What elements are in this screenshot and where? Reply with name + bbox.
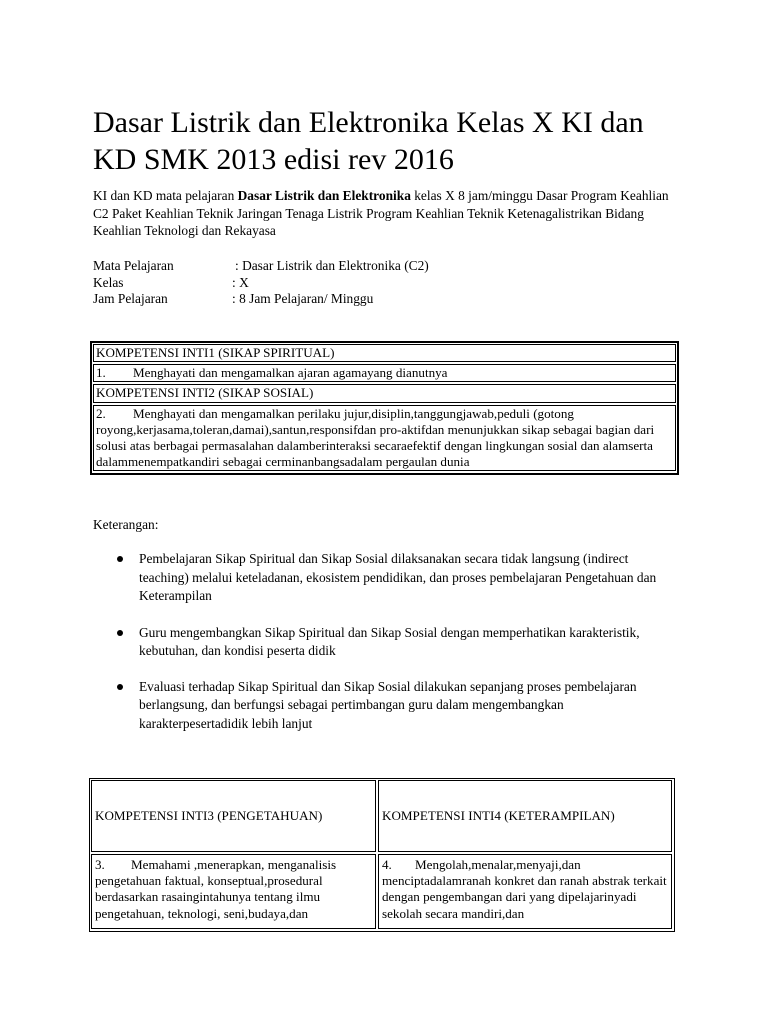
list-item [116, 550, 676, 606]
ki1-text: Menghayati dan mengamalkan ajaran agamayang dianutnya [133, 365, 448, 381]
intro-paragraph [93, 187, 683, 240]
meta-key: Mata Pelajaran [93, 258, 174, 273]
meta-row-jam-pelajaran [93, 291, 543, 308]
meta-key: Jam Pelajaran [93, 291, 168, 306]
ki4-body-cell [378, 854, 672, 929]
list-item-text: Pembelajaran Sikap Spiritual dan Sikap Sosial dilaksanakan secara tidak langsung (indirect teaching) melalui keteladanan, ekosistem pendidikan, dan proses pembelajaran Pengetahuan dan Keterampilan [139, 551, 657, 603]
ki3-header-cell [91, 780, 376, 852]
ki-spiritual-sosial-table [90, 341, 679, 475]
ki2-body-cell [93, 405, 676, 472]
keterangan-list [116, 550, 676, 733]
ki1-header-cell: KOMPETENSI INTI1 (SIKAP SPIRITUAL) [93, 344, 676, 362]
ki3-number: 3. [95, 857, 105, 872]
ki4-text: Mengolah,menalar,menyaji,dan menciptadalamranah konkret dan ranah abstrak terkait dengan pengembangan dari yang dipelajarinyadi sekolah secara mandiri,dan [382, 857, 667, 921]
ki4-header-cell [378, 780, 672, 852]
ki1-body-cell [93, 364, 676, 382]
list-item [116, 678, 676, 734]
bullet-icon [117, 684, 123, 690]
list-item-text: Guru mengembangkan Sikap Spiritual dan Sikap Sosial dengan memperhatikan karakteristik, kebutuhan, dan kondisi peserta didik [139, 624, 640, 658]
ki2-header-cell: KOMPETENSI INTI2 (SIKAP SOSIAL) [93, 384, 676, 402]
meta-key: Kelas [93, 274, 124, 290]
ki3-text: Memahami ,menerapkan, menganalisis pengetahuan faktual, konseptual,prosedural berdasarkan rasaingintahunya tentang ilmu pengetahuan, teknologi, seni,budaya,dan [95, 857, 337, 921]
ki4-number: 4. [382, 857, 392, 872]
keterangan-label: Keterangan: [93, 517, 159, 532]
intro-prefix: KI dan KD mata pelajaran [93, 188, 238, 203]
meta-value: : 8 Jam Pelajaran/ Minggu [232, 291, 374, 306]
ki2-number: 2. [96, 405, 106, 421]
ki2-text: Menghayati dan mengamalkan perilaku jujur,disiplin,tanggungjawab,peduli (gotong royong,kerjasama,toleran,damai),santun,responsifdan pro-aktifdan menunjukkan sikap sebagai bagian dari solusi atas berbagai permasalahan dalamberinteraksi secaraefektif dengan lingkungan sosial dan alamserta dalammenempatkandiri sebagai cerminanbangsadalam pergaulan dunia [96, 405, 655, 470]
ki-pengetahuan-keterampilan-table [89, 778, 675, 932]
meta-row-mata-pelajaran [93, 258, 543, 275]
intro-suffix: kelas X 8 jam/minggu Dasar Program Keahlian C2 Paket Keahlian Teknik Jaringan Tenaga Listrik Program Keahlian Teknik Ketenagalistrikan Bidang Keahlian Teknologi dan Rekayasa [93, 188, 669, 238]
subject-meta [93, 258, 543, 308]
ki4-header: KOMPETENSI INTI4 (KETERAMPILAN) [382, 807, 615, 823]
meta-value: : X [232, 274, 249, 290]
meta-row-kelas [93, 275, 543, 292]
meta-value: : Dasar Listrik dan Elektronika (C2) [235, 258, 429, 273]
ki3-header: KOMPETENSI INTI3 (PENGETAHUAN) [95, 807, 323, 823]
ki1-number: 1. [96, 365, 106, 381]
page-title: Dasar Listrik dan Elektronika Kelas X KI dan KD SMK 2013 edisi rev 2016 [93, 106, 644, 176]
list-item [116, 624, 676, 661]
bullet-icon [117, 556, 123, 562]
intro-bold-subject: Dasar Listrik dan Elektronika [237, 188, 411, 203]
bullet-icon [117, 630, 123, 636]
ki3-body-cell [91, 854, 376, 929]
list-item-text: Evaluasi terhadap Sikap Spiritual dan Sikap Sosial dilakukan sepanjang proses pembelajaran berlangsung, dan berfungsi sebagai pertimbangan guru dalam mengembangkan karakterpesertadidik lebih lanjut [139, 678, 637, 731]
